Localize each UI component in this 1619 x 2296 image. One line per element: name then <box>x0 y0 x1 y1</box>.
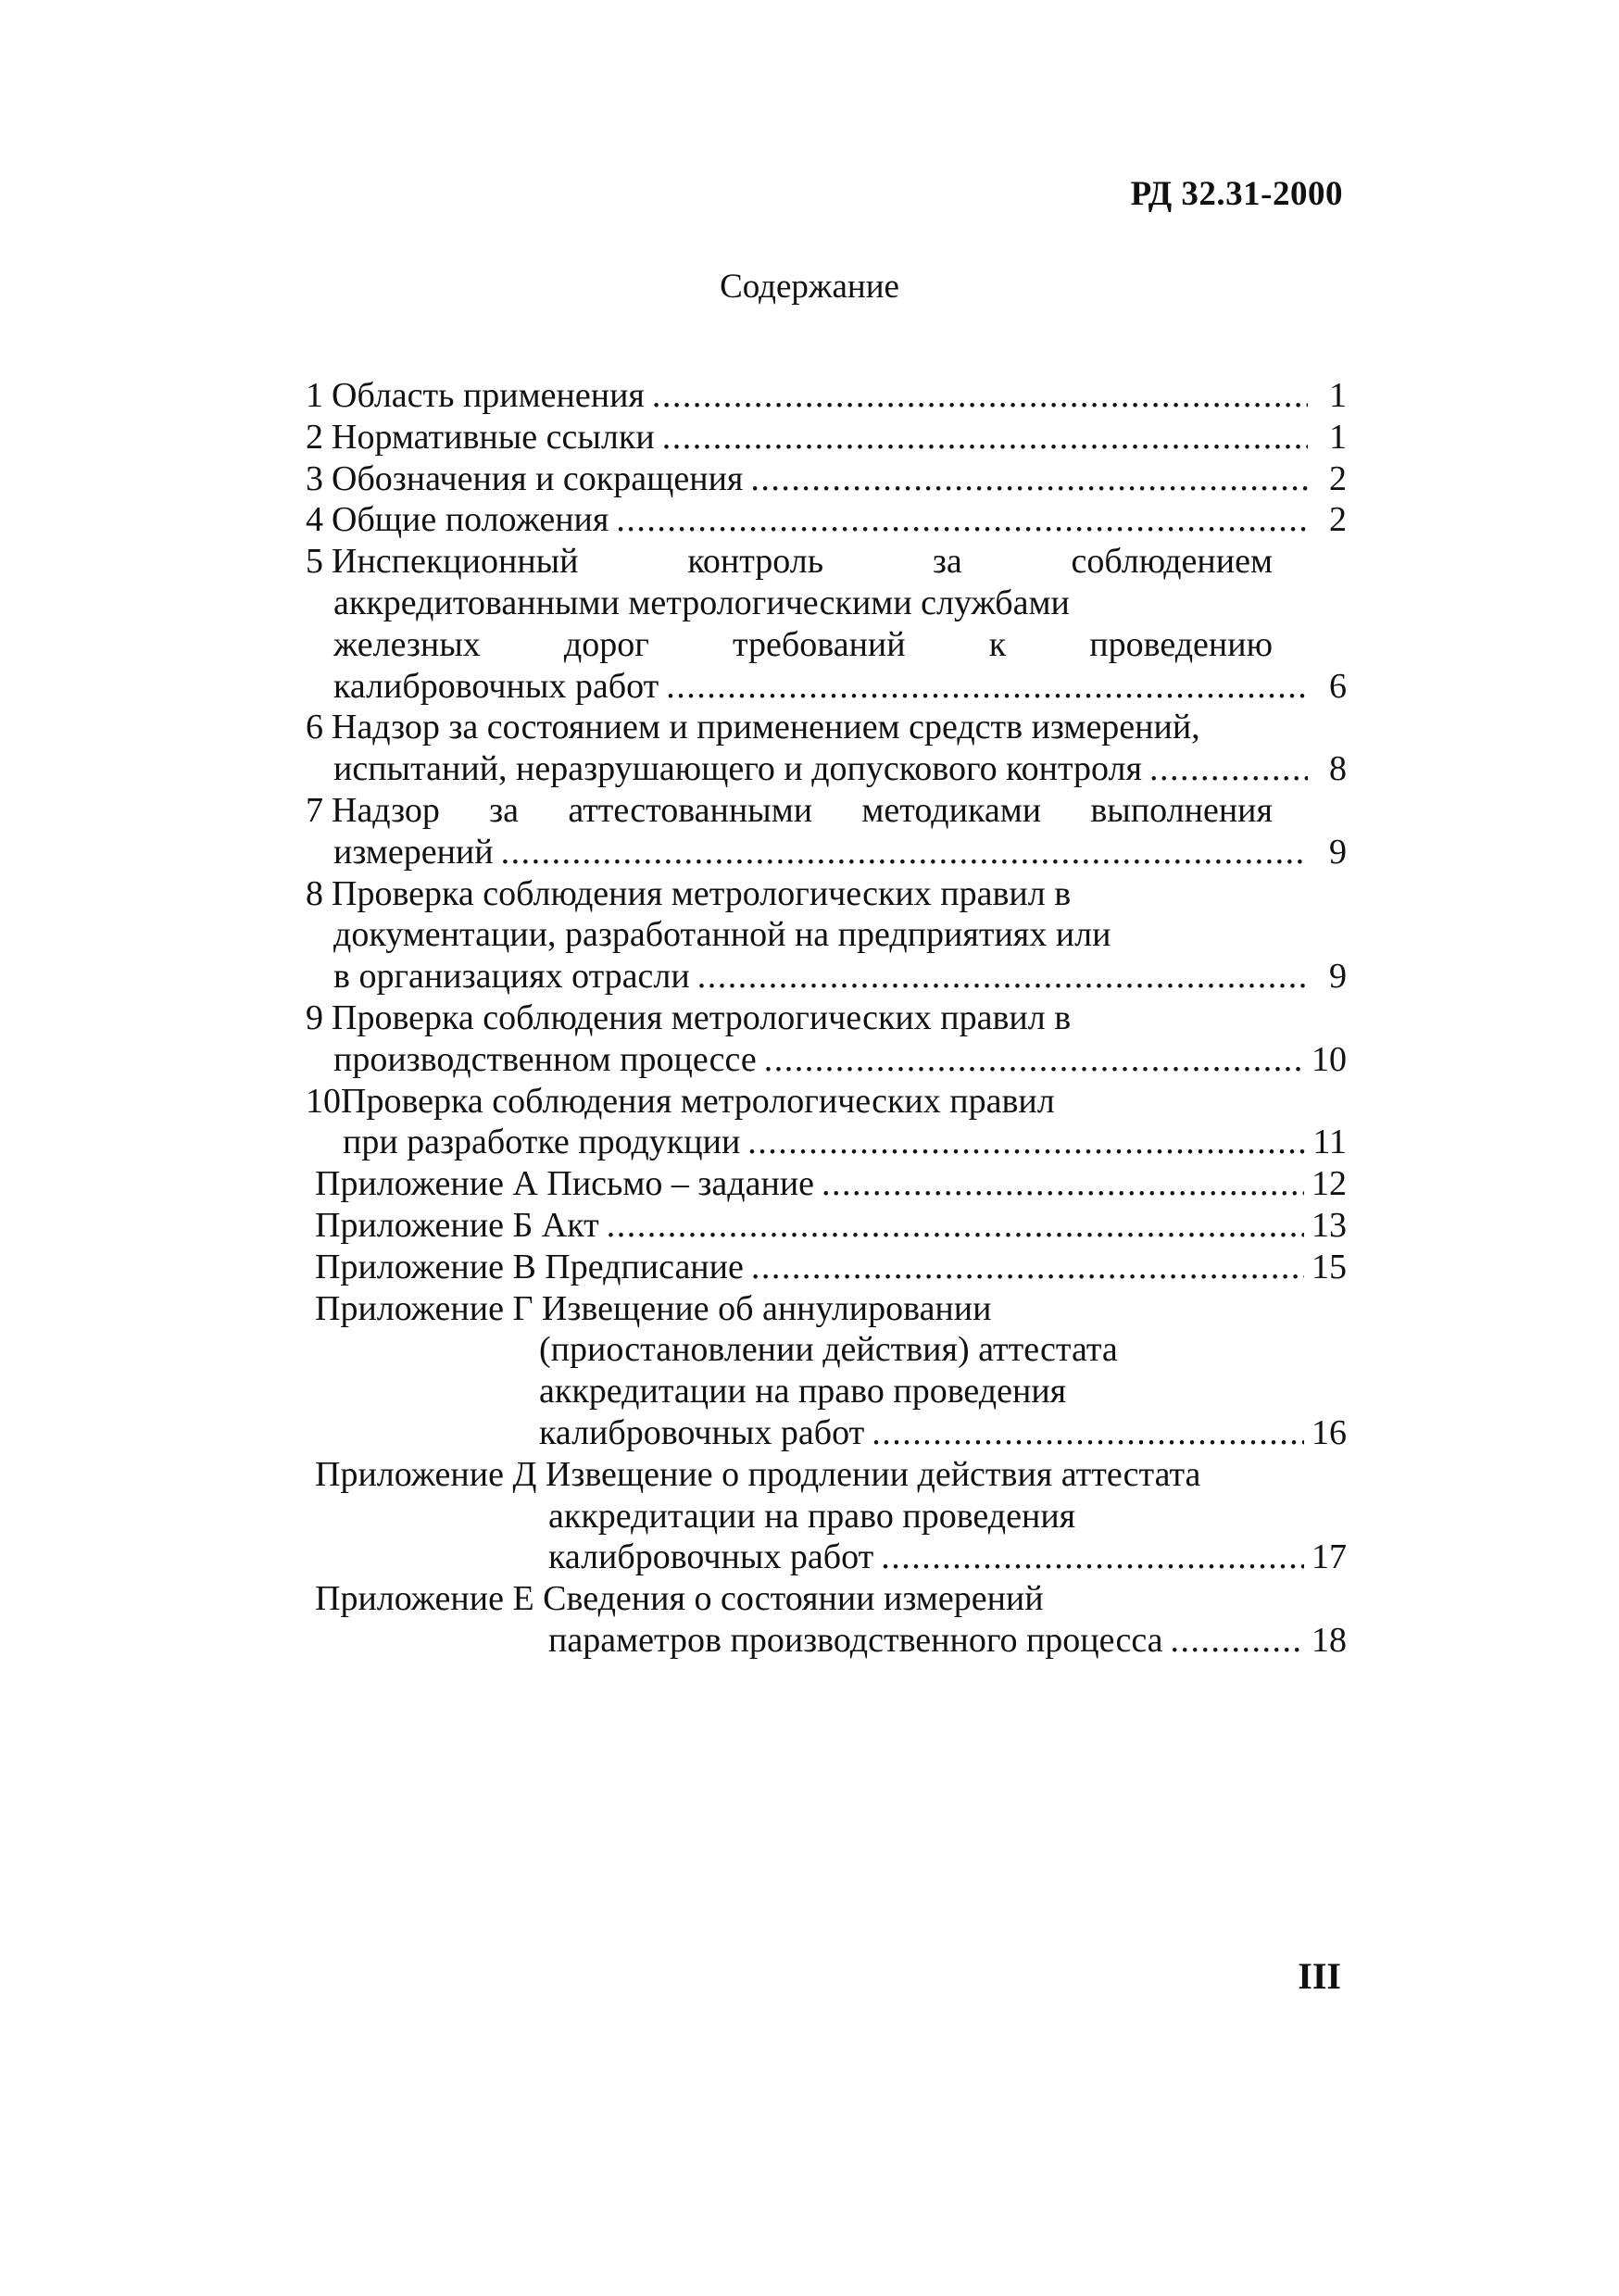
dot-leader <box>747 1122 1305 1163</box>
toc-entry-title: Приложение В Предписание <box>315 1247 744 1286</box>
toc-entry-title: Приложение Г Извещение об аннулировании <box>315 1288 992 1328</box>
toc-entry-title: Приложение А Письмо – задание <box>315 1164 815 1204</box>
dot-leader <box>666 666 1308 708</box>
toc-entry-page: 1 <box>1329 376 1347 415</box>
toc-appendix-a[interactable] <box>306 1163 1347 1205</box>
toc-entry-page: 16 <box>1312 1412 1347 1452</box>
toc-entry-number: 6 <box>306 708 323 747</box>
toc-entry-title-continued: при разработке продукции <box>343 1123 741 1162</box>
toc-entry-title-continued: параметров производственного процесса <box>548 1620 1163 1660</box>
toc-appendix-e[interactable] <box>306 1578 1347 1662</box>
toc-entry-number: 7 <box>306 790 323 830</box>
toc-entry-number: 8 <box>306 873 323 913</box>
toc-entry-page: 9 <box>1329 832 1347 872</box>
toc-entry-number: 3 <box>306 458 323 498</box>
toc-entry-10[interactable] <box>306 1081 1347 1164</box>
toc-entry-page: 2 <box>1329 458 1347 498</box>
toc-entry-title: Приложение Б Акт <box>315 1205 599 1245</box>
toc-appendix-g[interactable] <box>306 1288 1347 1454</box>
dot-leader <box>1171 1620 1304 1662</box>
table-of-contents <box>306 375 1347 1662</box>
toc-entry-page: 17 <box>1312 1537 1347 1577</box>
dot-leader <box>652 375 1308 417</box>
toc-entry-title-continued: производственном процессе <box>333 1039 757 1079</box>
dot-leader <box>764 1039 1304 1081</box>
toc-entry-page: 6 <box>1329 666 1347 706</box>
toc-entry-title: Приложение Д Извещение о продлении действия аттестата <box>315 1454 1201 1494</box>
toc-entry-page: 12 <box>1312 1164 1347 1204</box>
toc-entry-number: 5 <box>306 542 323 582</box>
toc-entry-title-continued: железных дорог требований к проведению <box>333 624 1273 664</box>
toc-entry-title: Надзор за аттестованными методиками выполнения <box>332 790 1273 830</box>
toc-entry-title-continued: аккредитации на право проведения <box>539 1372 1067 1411</box>
toc-entry-title: Инспекционный контроль за соблюдением <box>332 542 1273 582</box>
toc-entry-page: 10 <box>1312 1039 1347 1079</box>
toc-entry-7[interactable] <box>306 790 1347 873</box>
toc-entry-title: Нормативные ссылки <box>332 417 655 457</box>
dot-leader <box>501 832 1308 873</box>
toc-entry-title: Проверка соблюдения метрологических правил в <box>332 997 1072 1037</box>
dot-leader <box>881 1537 1304 1578</box>
toc-entry-page: 11 <box>1312 1123 1347 1162</box>
dot-leader <box>872 1412 1304 1454</box>
toc-entry-page: 9 <box>1329 957 1347 997</box>
toc-entry-title-continued: документации, разработанной на предприятиях или <box>333 915 1111 955</box>
toc-appendix-b[interactable] <box>306 1205 1347 1247</box>
dot-leader <box>607 1205 1304 1247</box>
toc-entry-title-continued: калибровочных работ <box>539 1412 865 1452</box>
toc-entry-title-continued: аккредитованными метрологическими службами <box>333 583 1070 622</box>
toc-entry-title-continued: аккредитации на право проведения <box>548 1496 1076 1536</box>
toc-entry-title: Обозначения и сокращения <box>332 458 744 498</box>
toc-entry-title-continued: (приостановлении действия) аттестата <box>539 1330 1118 1370</box>
toc-entry-6[interactable] <box>306 707 1347 790</box>
toc-entry-title-continued: калибровочных работ <box>333 666 659 706</box>
toc-entry-page: 2 <box>1329 500 1347 540</box>
toc-title: Содержание <box>720 268 899 306</box>
toc-entry-page: 18 <box>1312 1620 1347 1660</box>
toc-appendix-v[interactable] <box>306 1247 1347 1288</box>
toc-appendix-d[interactable] <box>306 1454 1347 1578</box>
document-code: РД 32.31-2000 <box>1130 175 1343 213</box>
toc-entry-number: 9 <box>306 997 323 1037</box>
toc-entry-page: 8 <box>1329 749 1347 789</box>
toc-entry-title-continued: измерений <box>333 832 494 872</box>
toc-entry-number: 2 <box>306 417 323 457</box>
dot-leader <box>822 1163 1304 1205</box>
toc-entry-page: 1 <box>1329 417 1347 457</box>
toc-entry-2[interactable] <box>306 417 1347 458</box>
toc-entry-5[interactable] <box>306 541 1347 707</box>
dot-leader <box>1149 748 1308 790</box>
toc-entry-4[interactable] <box>306 499 1347 541</box>
toc-entry-page: 15 <box>1312 1247 1347 1286</box>
toc-entry-title-continued: в организациях отрасли <box>333 957 690 997</box>
dot-leader <box>616 499 1308 541</box>
toc-entry-title: Общие положения <box>332 500 609 540</box>
toc-entry-title: Надзор за состоянием и применением средств измерений, <box>332 708 1200 747</box>
dot-leader <box>662 417 1308 458</box>
toc-entry-title: Приложение Е Сведения о состоянии измерений <box>315 1579 1044 1619</box>
toc-entry-title: Проверка соблюдения метрологических правил в <box>332 873 1072 913</box>
toc-entry-title: Область применения <box>332 376 645 415</box>
toc-entry-3[interactable] <box>306 458 1347 500</box>
dot-leader <box>697 956 1308 997</box>
dot-leader <box>750 458 1308 500</box>
toc-entry-number: 1 <box>306 376 323 415</box>
toc-entry-page: 13 <box>1312 1205 1347 1245</box>
toc-entry-number: 10 <box>306 1081 341 1121</box>
page-number: III <box>1298 1955 1341 1997</box>
toc-entry-9[interactable] <box>306 997 1347 1081</box>
toc-entry-title: Проверка соблюдения метрологических правил <box>341 1081 1055 1121</box>
toc-entry-title-continued: испытаний, неразрушающего и допускового контроля <box>333 749 1142 789</box>
toc-entry-title-continued: калибровочных работ <box>548 1537 874 1577</box>
toc-entry-number: 4 <box>306 500 323 540</box>
toc-entry-8[interactable] <box>306 873 1347 997</box>
dot-leader <box>751 1247 1304 1288</box>
toc-entry-1[interactable] <box>306 375 1347 417</box>
